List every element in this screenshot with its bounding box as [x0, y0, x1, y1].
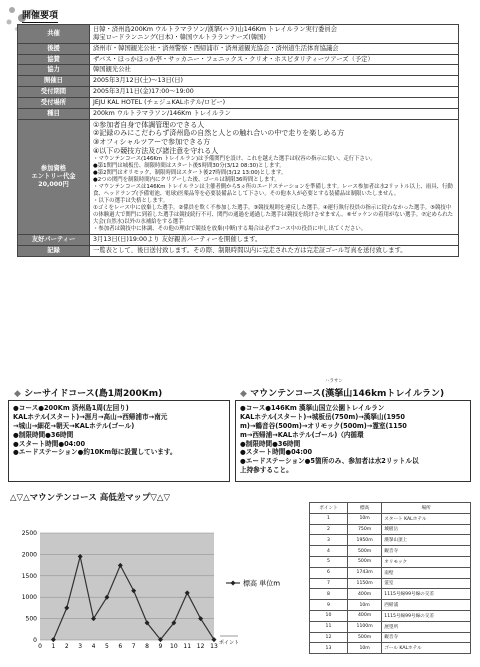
point-altitude: 1743m [347, 567, 381, 578]
seaside-course-line: →城山→細花→朝天→KALホテル(ゴール) [13, 421, 135, 430]
point-altitude: 500m [347, 556, 381, 567]
table-row [310, 600, 471, 611]
table-row [310, 621, 471, 632]
overview-row [18, 98, 459, 109]
legend-label: 標高 単位m [243, 579, 281, 588]
col-header-point: ポイント [310, 503, 348, 514]
point-number: 7 [310, 578, 348, 589]
point-altitude: 10m [347, 513, 381, 524]
overview-line: 2005年3月12日(土)～13日(日) [93, 77, 183, 85]
table-row [310, 546, 471, 557]
party-label: 友好パーティー [18, 234, 90, 245]
eligibility-main-line: ①参加者自身で体調管理のできる人 [93, 120, 205, 129]
eligibility-note: ●第1関門は城板岳、制限時間はスタート後5時間30分(3/12 08:30)とします。 [93, 162, 285, 169]
overview-line: 2005年3月11日(金)17:00～19:00 [93, 88, 194, 96]
eligibility-note: ①ゴミをレース中に放棄した選手。②係員を欺く不参加した選手。③競技規則を違反した選手。④運行執行役員の指示に従わなかった選手。⑤競技中の体験過大で関門に到着した選手は競技続行不可、関門の通過を通過した選手は競技を続けさせません。⑥ゼッケンの着用がない選手。⑦定められた大会(自然水)以外の水補給をする選手 [93, 204, 454, 225]
eligibility-label-line: エントリー代金 [31, 172, 76, 180]
seaside-course-line: KALホテル(スタート)→涯月→高山→西帰浦市→南元 [13, 412, 168, 421]
col-header-place: 場所 [382, 503, 471, 514]
seaside-course-line: ●スタート時間●04:00 [13, 439, 86, 448]
table-row [310, 556, 471, 567]
x-tick-label: 1 [51, 643, 56, 650]
mountain-course-line: m→西帰浦→KALホテル(ゴール)（内循環 [240, 430, 364, 439]
point-number: 11 [310, 621, 348, 632]
mountain-course-line: m)→鶴音谷(500m)→オリモック(500m)→霊室(1150 [240, 421, 407, 430]
x-tick-label: 9 [158, 643, 163, 650]
party-value: 3月13日(日)19:00より 友好親善パーティーを開催します。 [90, 234, 459, 245]
y-tick-label: 2500 [21, 530, 37, 537]
seaside-course-title: ◆ シーサイドコース(島1周200Km) [14, 389, 163, 399]
overview-row-label: 受付期間 [18, 87, 90, 98]
eligibility-note: ●2つの関門を制限時間内にクリアーした後、ゴールは制限36時間とします。 [93, 176, 280, 183]
point-place: 霊室 [382, 578, 471, 589]
overview-row-label: 協力 [18, 65, 90, 76]
legend-marker [231, 581, 236, 586]
overview-row [18, 108, 459, 119]
record-row [18, 245, 459, 256]
point-altitude: 10m [347, 643, 381, 654]
overview-line: 海宝ロードランニング(日本)・韓国ウルトラランナーズ(韓国) [93, 33, 266, 41]
table-row [310, 589, 471, 600]
party-row [18, 234, 459, 245]
overview-line: 韓国観光公社 [93, 66, 131, 74]
x-tick-label: 8 [145, 643, 149, 650]
overview-line: 日韓・済州島200Km ウルトラマラソン/漢拏(ハラ)山146Km トレイルラン実行委員会 [93, 26, 338, 33]
table-row [310, 567, 471, 578]
mountain-course-title: ◆ マウンテンコース(漢拏山146kmトレイルラン) [240, 389, 445, 399]
x-tick-label: 6 [118, 643, 123, 650]
point-altitude: 1150m [347, 578, 381, 589]
point-altitude: 1950m [347, 535, 381, 546]
point-place: ゴール KALホテル [382, 643, 471, 654]
y-tick-label: 2000 [21, 551, 37, 559]
y-tick-label: 500 [25, 615, 37, 623]
point-number: 9 [310, 600, 348, 611]
point-number: 10 [310, 610, 348, 621]
point-place: 西帰浦 [382, 600, 471, 611]
overview-row-label: 開催日 [18, 76, 90, 87]
record-value: 一覧表として、後日送付致します。その際、制限時間以内に完走された方は完走証ゴール写真を送付致します。 [90, 245, 459, 256]
overview-row [18, 65, 459, 76]
point-place: 観音寺 [382, 546, 471, 557]
table-row [310, 524, 471, 535]
point-altitude: 500m [347, 546, 381, 557]
elevation-points-table [309, 502, 471, 654]
table-row [310, 535, 471, 546]
overview-line: 200km ウルトラマラソン/146Km トレイルラン [93, 109, 231, 117]
overview-row-value [90, 54, 459, 65]
overview-table [17, 24, 459, 257]
point-number: 5 [310, 556, 348, 567]
point-number: 3 [310, 535, 348, 546]
table-row [310, 610, 471, 621]
point-place: 展望所 [382, 621, 471, 632]
overview-row-label: 協賛 [18, 54, 90, 65]
x-tick-label: 13 [210, 643, 218, 650]
overview-row-label: 後援 [18, 43, 90, 54]
mountain-course-line: ●エードステーション●5箇所のみ、参加者は水2リットル以 [240, 457, 419, 466]
y-tick-label: 1500 [21, 572, 37, 580]
overview-line: JEJU KAL HOTEL (チェジュKALホテル/ロビー) [93, 99, 226, 107]
mountain-course-box [235, 400, 471, 482]
table-row [310, 578, 471, 589]
eligibility-main-line: ②記録のみにこだわらず済州島の自然と人との触れ合いの中で走りを楽しめる方 [93, 129, 345, 138]
x-axis-label: ポイント [218, 640, 240, 646]
point-number: 6 [310, 567, 348, 578]
overview-row-value [90, 25, 459, 44]
point-altitude: 400m [347, 610, 381, 621]
mountain-course-line: ●コース●146Km 漢拏山国立公園トレイルラン [240, 404, 385, 412]
overview-row [18, 76, 459, 87]
point-place: 1115号線99号線の交差 [382, 589, 471, 600]
overview-row-label: 共催 [18, 25, 90, 44]
point-number: 8 [310, 589, 348, 600]
eligibility-label-line: 20,000円 [38, 180, 69, 188]
mountain-course-line: KALホテル(スタート)→城板岳(750m)→漢拏山(1950 [240, 412, 405, 421]
overview-row-value [90, 98, 459, 109]
seaside-course-line: ●エードステーション●約10Km毎に設置しています。 [13, 448, 177, 457]
overview-row-label: 受付場所 [18, 98, 90, 109]
seaside-course-line: ●コース●200Km 済州島1周(左回り) [13, 404, 129, 412]
mountain-course-line: ●制限時間●36時間 [240, 439, 301, 448]
seaside-course-box [8, 400, 230, 482]
x-tick-label: 12 [196, 643, 205, 650]
eligibility-row [18, 119, 459, 234]
table-row [310, 632, 471, 643]
mountain-ruby: ハラサン [325, 379, 343, 384]
plot-area [40, 533, 214, 640]
eligibility-value [90, 119, 459, 234]
point-place: 漢拏山頂上 [382, 535, 471, 546]
table-row [310, 513, 471, 524]
eligibility-label [18, 119, 90, 234]
mountain-course-line: 上持参すること。 [240, 466, 293, 475]
point-number: 2 [310, 524, 348, 535]
overview-row [18, 25, 459, 44]
eligibility-note: ・マウンテンコース(146Km トレイルラン)は予備関門を設け、これを越えた選手は収容の指示に従い、走行下さい。 [93, 155, 376, 162]
table-row [310, 643, 471, 654]
elevation-map-title: △▽△マウンテンコース 高低差マップ▽△▽ [10, 493, 170, 503]
point-altitude: 10m [347, 600, 381, 611]
point-altitude: 400m [347, 589, 381, 600]
x-tick-label: 5 [105, 643, 109, 650]
eligibility-note: ・マウンテンコースは146Km トレイルランは主催者側から5ヵ所のエードステーションを準備します。レース参加者は水2リットル以上、雨具、行動食、ヘッドランプ(予備電池、電球)医薬品等を必要装備品として下さい。その他本人が必要とする装備品は制限いたしません。 [93, 183, 453, 197]
point-place: 1115号線99号線の交差 [382, 610, 471, 621]
overview-row [18, 43, 459, 54]
point-altitude: 1100m [347, 621, 381, 632]
point-altitude: 500m [347, 632, 381, 643]
point-place: 観音寺 [382, 632, 471, 643]
eligibility-label-line: 参加資格 [40, 165, 67, 173]
point-place: スタート KALホテル [382, 513, 471, 524]
overview-title: 開催要項 [22, 11, 59, 21]
x-tick-label: 4 [91, 643, 96, 650]
point-place: 南壁 [382, 567, 471, 578]
point-place: オリモック [382, 556, 471, 567]
point-number: 12 [310, 632, 348, 643]
point-place: 城板岳 [382, 524, 471, 535]
col-header-altitude: 標高 [347, 503, 381, 514]
eligibility-main-line: ④以下の競技方法及び諸注意を守れる人 [93, 146, 219, 155]
point-number: 1 [310, 513, 348, 524]
y-tick-label: 1000 [21, 594, 37, 602]
elevation-chart [4, 503, 300, 663]
overview-row [18, 87, 459, 98]
x-tick-label: 0 [38, 643, 42, 650]
overview-row-value [90, 76, 459, 87]
point-number: 13 [310, 643, 348, 654]
overview-row-value [90, 65, 459, 76]
mountain-course-line: ●スタート時間●04:00 [240, 448, 313, 457]
overview-row-value [90, 108, 459, 119]
eligibility-note: ・以下の選手は失格とします。 [93, 197, 169, 204]
overview-line: 済州市・韓国観光公社・済州警察・西帰浦市・済州道観光協会・済州道生活体育協議会 [93, 44, 339, 52]
overview-line: ザバス・ほっかほっか亭・サッカニー・フェニックス・クリオ・ホスピタリティーツアーズ（予定） [93, 55, 374, 63]
eligibility-main-line: ③オフィシャルツアーで参加できる方 [93, 138, 211, 147]
x-tick-label: 11 [183, 643, 192, 650]
seaside-course-line: ●制限時間●36時間 [13, 430, 74, 439]
record-label: 記録 [18, 245, 90, 256]
x-tick-label: 2 [64, 643, 69, 650]
x-tick-label: 7 [131, 643, 136, 650]
point-altitude: 750m [347, 524, 381, 535]
overview-row [18, 54, 459, 65]
x-tick-label: 3 [78, 643, 83, 650]
x-tick-label: 10 [170, 643, 178, 650]
eligibility-note: ・参加者は競技中に体調、その他の理由で競技を放棄(中断)する場合は必ずコース中の役員に申し出てください。 [93, 225, 367, 232]
point-number: 4 [310, 546, 348, 557]
y-tick-label: 0 [33, 637, 37, 644]
overview-row-value [90, 87, 459, 98]
eligibility-note: ●第2関門はオリモック、制限時間はスタート後27時間(3/12 13:00)とします。 [93, 169, 287, 176]
overview-row-label: 種目 [18, 108, 90, 119]
overview-row-value [90, 43, 459, 54]
